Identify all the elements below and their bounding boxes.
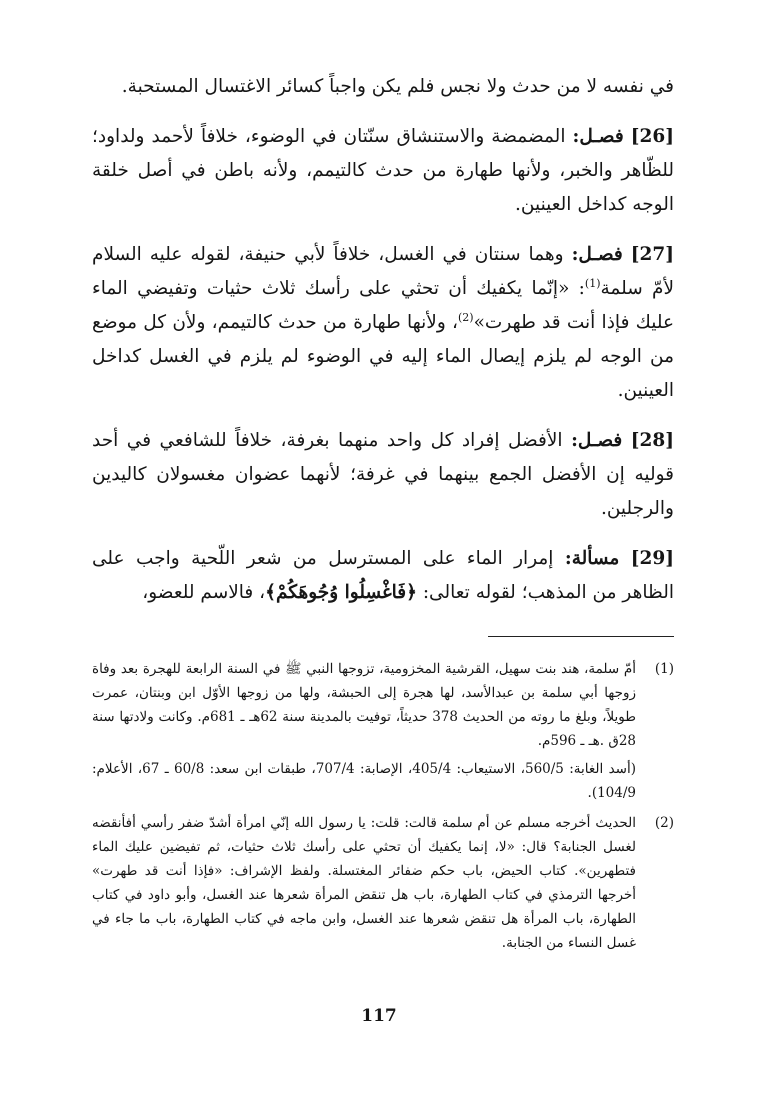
quran-verse: ﴿فَاغْسِلُوا وُجُوهَكُمْ﴾ bbox=[265, 582, 417, 603]
footnote-divider bbox=[488, 636, 674, 637]
footnote-text: الحديث أخرجه مسلم عن أم سلمة قالت: قلت: يا رسول الله إنّي امرأة أشدّ ضفر رأسي أفأنقضه لغسل الجنابة؟ قال: «لا، إنما يكفيك أن تحثي على رأسك ثلاث حثيات، ثم تفيضين عليك الماء فتطهرين». كتاب الحيض، باب حكم ضفائر المغتسلة. ولفظ الإشراف: «فإذا أنت قد طهرت» أخرجها الترمذي في كتاب الطهارة، باب هل تنقض المرأة شعرها عند الغسل، وأبو داود في كتاب الطهارة، باب المرأة هل تنقض شعرها عند الغسل، وابن ماجه في كتاب الطهارة، باب ما جاء في غسل النساء من الجنابة. bbox=[92, 815, 636, 951]
paragraph-26 bbox=[92, 120, 674, 222]
section-number: [27] bbox=[630, 244, 674, 265]
paragraph-text: في نفسه لا من حدث ولا نجس فلم يكن واجباً كسائر الاغتسال المستحبة. bbox=[121, 76, 674, 97]
paragraph-text: : «إنّما يكفيك أن تحثي على رأسك ثلاث حثيات وتفيضي الماء عليك فإذا أنت قد طهرت» bbox=[92, 278, 674, 333]
paragraph-text: ، فالاسم للعضو، bbox=[142, 582, 266, 603]
section-number: [29] bbox=[630, 548, 674, 569]
section-keyword: فصـل: bbox=[571, 244, 623, 265]
paragraph-text: المضمضة والاستنشاق سنّتان في الوضوء، خلافاً لأحمد ولداود؛ للظّاهر والخبر، ولأنها طهارة من حدث كالتيمم، ولأنه باطن في أصل خلقة الوجه كداخل العينين. bbox=[92, 126, 674, 215]
footnote-text: أمّ سلمة، هند بنت سهيل، القرشية المخزومية، تزوجها النبي ﷺ في السنة الرابعة للهجرة بعد وفاة زوجها أبي سلمة بن عبدالأسد، لها هجرة إلى الحبشة، ولها من زوجها الأوّل ابن وبنتان، عمرت طويلاً، وبلغ ما روته من الحديث 378 حديثاً، توفيت بالمدينة سنة 62هـ ـ 681م. وكانت ولادتها سنة 28ق .هـ ـ 596م. bbox=[92, 661, 636, 749]
footnote-number: (1) bbox=[654, 661, 674, 677]
page-number: 117 bbox=[361, 1006, 397, 1026]
section-keyword: فصـل: bbox=[572, 126, 624, 147]
paragraph-29 bbox=[92, 542, 674, 610]
footnote-1 bbox=[92, 657, 674, 805]
section-number: [28] bbox=[630, 430, 674, 451]
paragraph-text: ، ولأنها طهارة من حدث كالتيمم، ولأن كل موضع من الوجه لم يلزم إيصال الماء إليه في الوضوء لم يلزم في الغسل كداخل العينين. bbox=[92, 312, 674, 401]
section-number: [26] bbox=[630, 126, 674, 147]
section-keyword: فصـل: bbox=[571, 430, 623, 451]
footnotes bbox=[92, 657, 674, 955]
paragraph-28 bbox=[92, 424, 674, 526]
paragraph-27 bbox=[92, 238, 674, 408]
main-text bbox=[92, 70, 674, 610]
footnote-ref-1[interactable]: (1) bbox=[584, 276, 601, 290]
paragraph-continuation bbox=[92, 70, 674, 104]
footnote-number: (2) bbox=[654, 815, 674, 831]
footnote-references: (أسد الغابة: 560/5، الاستيعاب: 405/4، الإصابة: 707/4، طبقات ابن سعد: 60/8 ـ 67، الأعلام: 104/9). bbox=[92, 761, 637, 801]
paragraph-text: إمرار الماء على المسترسل من شعر اللّحية واجب على الظاهر من المذهب؛ لقوله تعالى: bbox=[92, 548, 674, 603]
section-keyword: مسألة: bbox=[564, 548, 620, 569]
footnote-2 bbox=[92, 811, 674, 955]
paragraph-text: وهما سنتان في الغسل، خلافاً لأبي حنيفة، لقوله عليه السلام لأمّ سلمة bbox=[92, 244, 674, 299]
footnote-ref-2[interactable]: (2) bbox=[458, 310, 474, 324]
paragraph-text: الأفضل إفراد كل واحد منهما بغرفة، خلافاً للشافعي في أحد قوليه إن الأفضل الجمع بينهما في غرفة؛ لأنهما عضوان مغسولان كاليدين والرجلين. bbox=[92, 430, 674, 519]
